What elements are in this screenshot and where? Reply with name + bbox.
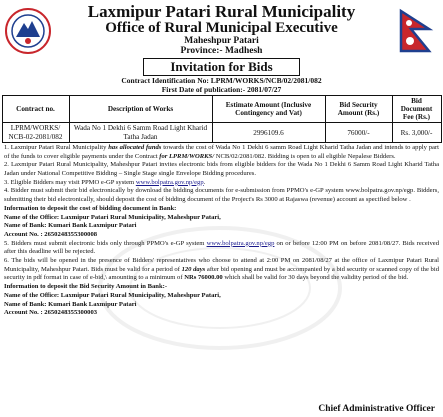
table-cell: 76000/- <box>325 123 392 143</box>
contract-identification: Contract Identification No: LPRM/WORKS/NCB/02/2081/082 <box>121 75 322 85</box>
table-cell: Wada No 1 Dekhi 6 Samm Road Light Kharid Tatha Jadan <box>69 123 212 143</box>
table-cell: Rs. 3,000/- <box>392 123 441 143</box>
bid-table <box>2 95 442 143</box>
table-cell: 2996109.6 <box>212 123 325 143</box>
publication-date: First Date of publication:- 2081/07/27 <box>161 84 282 94</box>
municipality-name: Laxmipur Patari Rural Municipality <box>87 2 356 21</box>
clause-6-bank: Name of Bank: Kumari Bank Laxmipur Patari <box>4 300 137 308</box>
table-cell: LPRM/WORKS/ NCB-02-2081/082 <box>2 123 69 143</box>
clause-3: 3. Eligible Bidders may visit PPMO e-GP system www.bolpatra.gov.np/egp. <box>4 178 206 186</box>
clause-2: 2. Laxmipur Patari Rural Municipality, Maheshpur Patari invites electronic bids from eligible bidders for the Wada No 1 Dekhi 6 Samm Road Light Kharid Tatha Jadan under National Competitive Bidding – Single Stage single Envelope Bidding procedures. <box>4 161 439 178</box>
col-header: Description of Works <box>69 95 212 123</box>
col-header: Estimate Amount (Inclusive Contingency and Vat) <box>212 95 325 123</box>
bid-notice-page <box>0 3 443 417</box>
nepal-flag-icon <box>391 7 439 55</box>
clause-4-account: Account No. : 2650248355300008 <box>4 230 98 238</box>
nepal-emblem-icon <box>4 7 52 55</box>
clause-1: 1. Laxmipur Patari Rural Municipality has allocated funds towards the cost of Wada No 1 Dekhi 6 samm Road Light Kharid Tatha Jadan and intends to apply part of the funds to cover eligible payments under the Contract for LPRM/WORKS/ NCB/02/2081/082. Bidding is open to all eligible Nepalese Bidders. <box>4 143 439 160</box>
clause-6-office: Name of the Office: Laxmipur Patari Rural Municipality, Maheshpur Patari, <box>4 291 221 299</box>
notice-title: Invitation for Bids <box>143 58 299 76</box>
clause-6-info: Information to deposit the Bid Security Amount in Bank:- <box>4 283 168 291</box>
clause-6-account: Account No. : 2650248355300003 <box>4 309 98 317</box>
clause-6: 6. The bids will be opened in the presence of Bidders' representatives who choose to attend at 2:00 PM on 2081/08/27 at the office of Laxmipur Patari Rural Municipality, Maheshpur Patari. Bids must be valid for a period of 120 days after bid opening and must be accompanied by a bid security or scanned copy of the bid security in pdf format in case of e-bid,\ amounting to a minimum of NRs 76000.00 which shall be valid for 30 days beyond the validity period of the bid. <box>4 257 439 282</box>
notice-body <box>0 143 443 318</box>
signature-title: Chief Administrative Officer <box>318 404 435 414</box>
office-name: Office of Rural Municipal Executive <box>105 19 338 36</box>
table-row <box>2 123 441 143</box>
location: Maheshpur Patari <box>184 35 259 46</box>
clause-4: 4. Bidder must submit their bid electronically by download the bidding documents for e-submission from PPMO's e-GP system www.bolpatra.gov.np/egp. Bidders, submitting their bid electronically, should deposit the cost of bidding document of the Project's Rs 3000 at Rajaswa (revenue) account as specified below . <box>4 187 439 204</box>
clause-4-info: Information to deposit the cost of bidding document in Bank: <box>4 204 177 212</box>
clause-5: 5. Bidders must submit electronic bids only through PPMO's e-GP system www.bolpatra.gov.np/egp on or before 12:00 PM on before 2081/08/27. Bids received after this deadline will be rejected. <box>4 239 440 256</box>
col-header: Bid Security Amount (Rs.) <box>325 95 392 123</box>
col-header: Contract no. <box>2 95 69 123</box>
clause-4-office: Name of the Office: Laxmipur Patari Rural Municipality, Maheshpur Patari, <box>4 213 221 221</box>
province: Province:- Madhesh <box>180 45 263 56</box>
table-header-row <box>2 95 441 123</box>
egp-link[interactable]: www.bolpatra.gov.np/egp <box>206 239 275 247</box>
egp-link[interactable]: www.bolpatra.gov.np/egp <box>135 178 204 186</box>
col-header: Bid Document Fee (Rs.) <box>392 95 441 123</box>
clause-4-bank: Name of Bank: Kumari Bank Laxmipur Patari <box>4 222 137 230</box>
